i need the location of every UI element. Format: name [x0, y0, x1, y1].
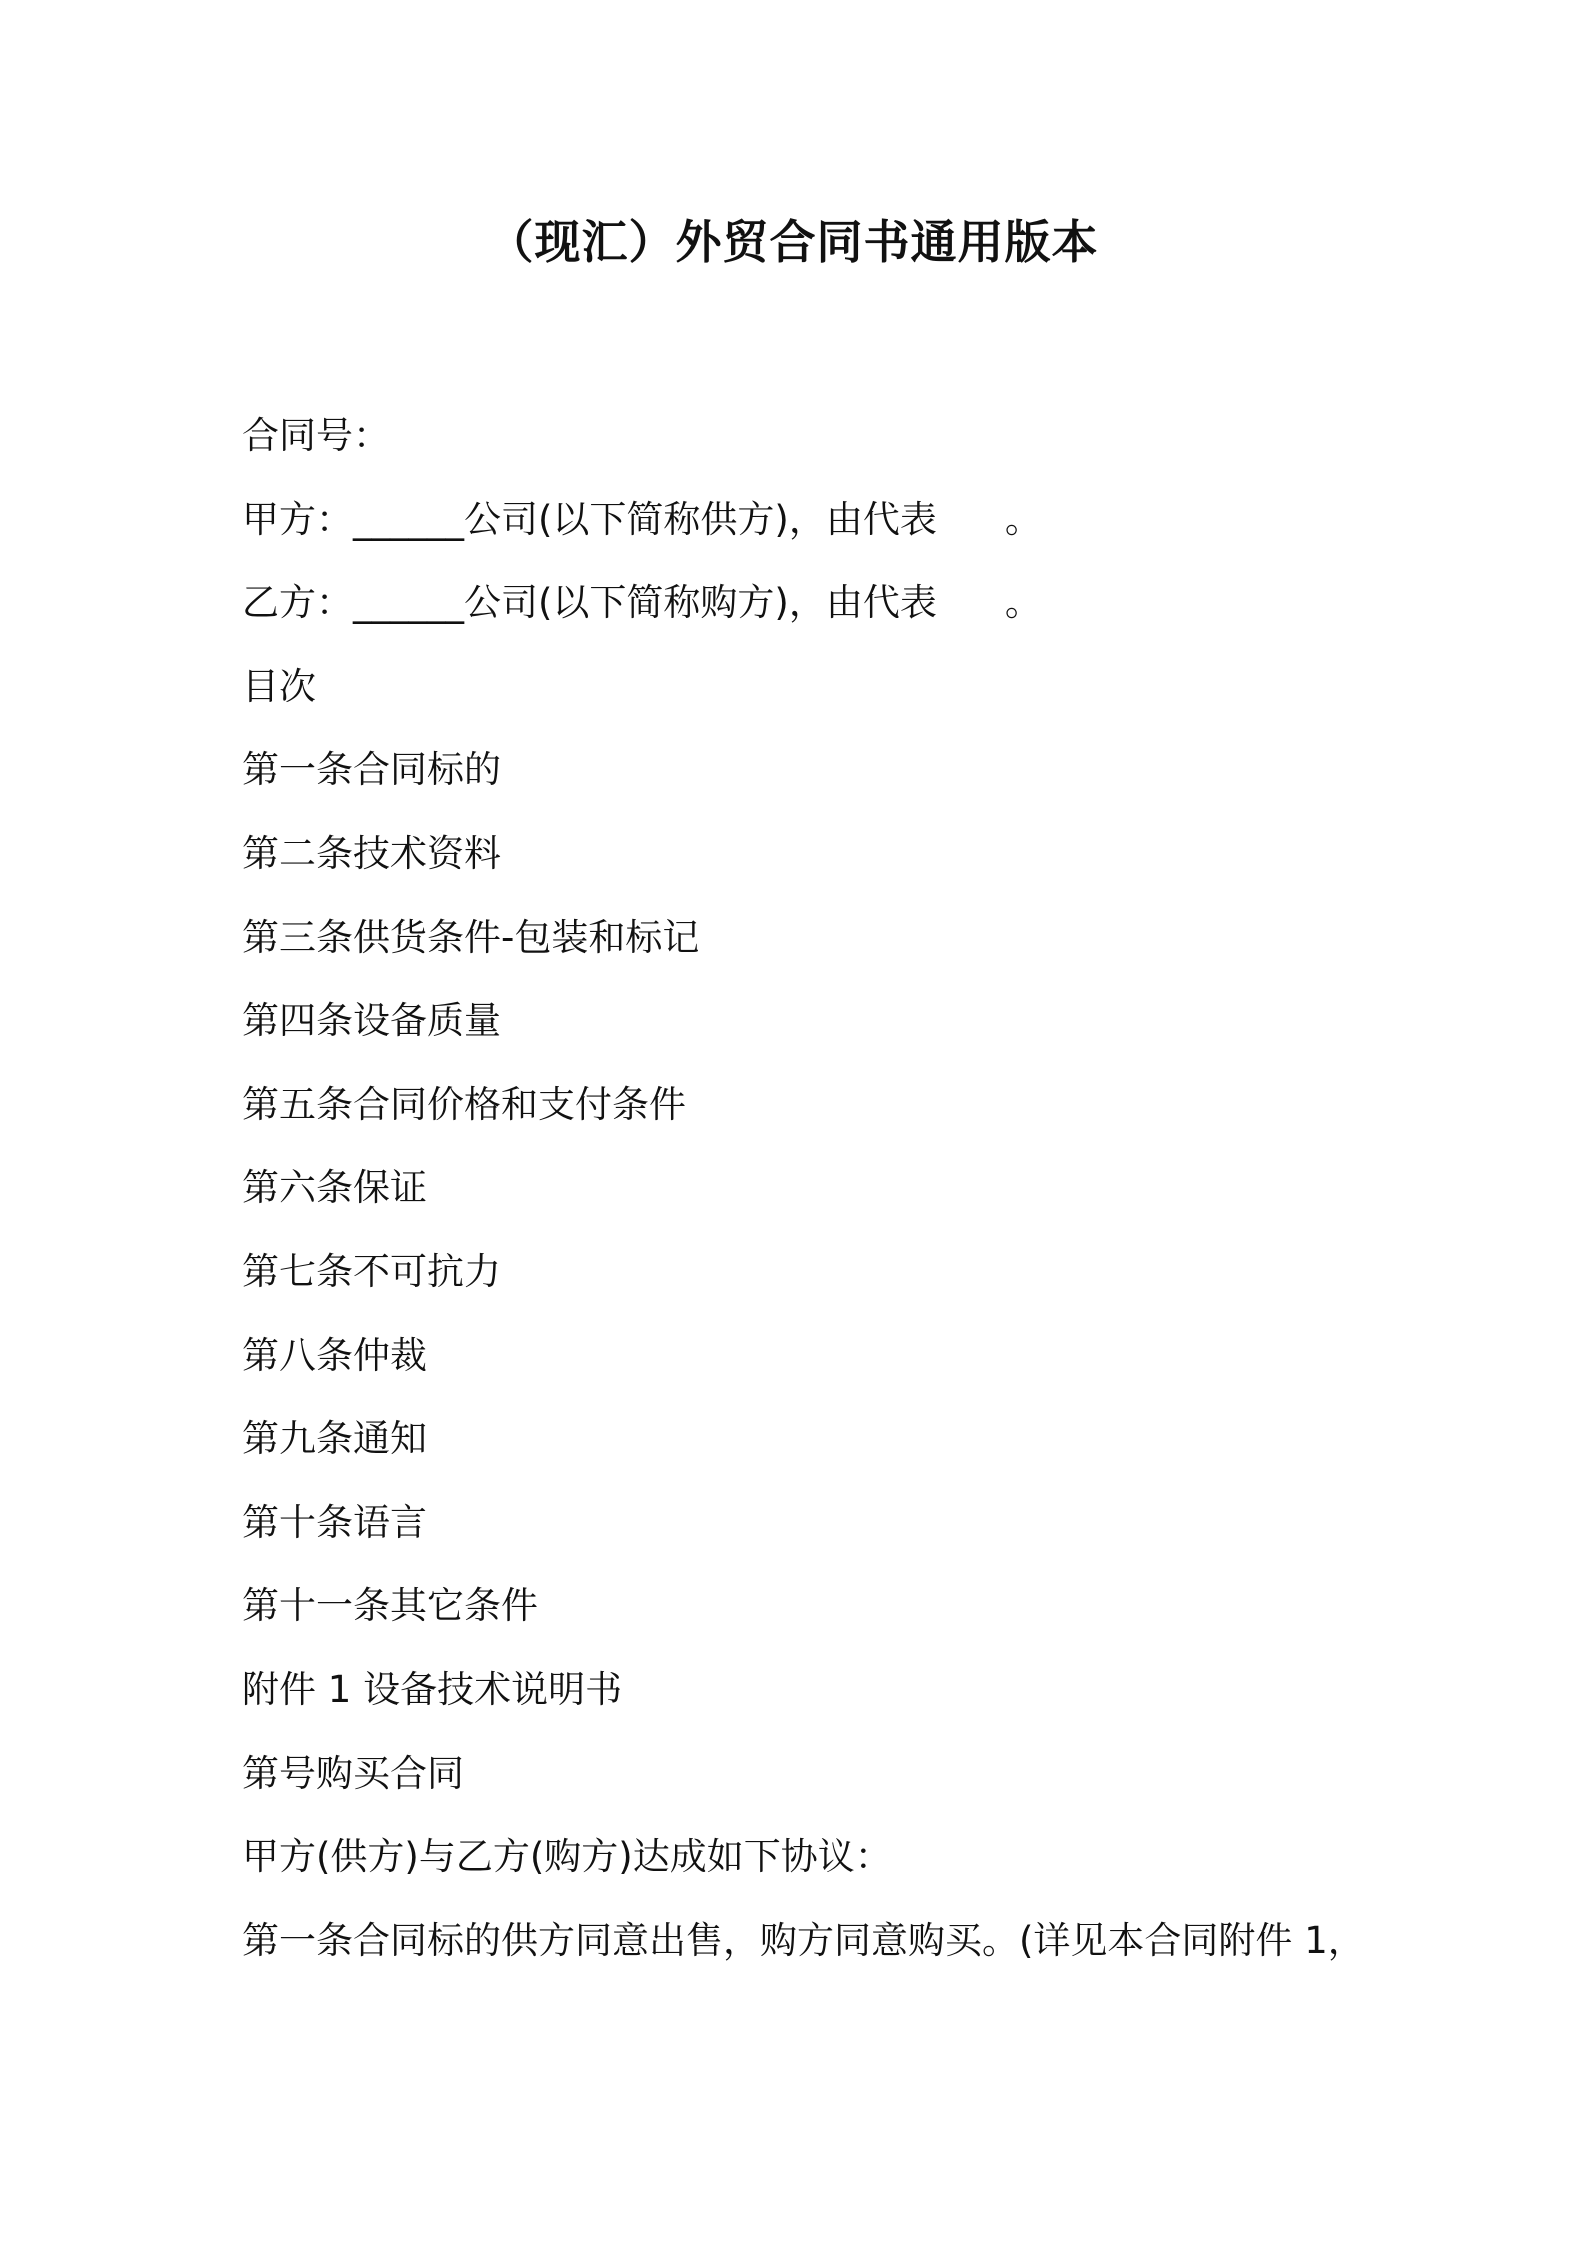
toc-item: 第六条保证	[242, 1166, 427, 1210]
document-title: （现汇）外贸合同书通用版本	[487, 215, 1099, 269]
contract-number-label: 合同号：	[242, 414, 390, 457]
party-b-end: 。	[1004, 581, 1042, 625]
party-b-text: 乙方：______公司(以下简称购方)，由代表	[242, 581, 937, 625]
toc-item: 附件 1 设备技术说明书	[242, 1667, 623, 1711]
document-body	[242, 404, 1422, 1992]
contract-heading: 第号购买合同	[242, 1751, 464, 1795]
party-a-text: 甲方：______公司(以下简称供方)，由代表	[242, 497, 937, 541]
toc-item: 第九条通知	[242, 1417, 427, 1461]
party-b-line	[242, 571, 1422, 655]
toc-item: 第二条技术资料	[242, 831, 501, 875]
toc-heading: 目次	[242, 664, 316, 708]
toc-item: 第十一条其它条件	[242, 1584, 538, 1628]
toc-item: 第四条设备质量	[242, 999, 501, 1043]
toc-item: 第三条供货条件-包装和标记	[242, 915, 700, 959]
toc-item: 第十条语言	[242, 1500, 427, 1544]
party-a-line	[242, 488, 1422, 572]
article-one-text: 第一条合同标的供方同意出售，购方同意购买。(详见本合同附件 1，	[242, 1918, 1365, 1962]
toc-item: 第七条不可抗力	[242, 1249, 501, 1293]
agreement-intro: 甲方(供方)与乙方(购方)达成如下协议：	[242, 1835, 892, 1879]
toc-item: 第八条仲裁	[242, 1333, 427, 1377]
party-a-end: 。	[1004, 497, 1042, 541]
toc-item: 第五条合同价格和支付条件	[242, 1082, 686, 1126]
toc-item: 第一条合同标的	[242, 748, 501, 792]
